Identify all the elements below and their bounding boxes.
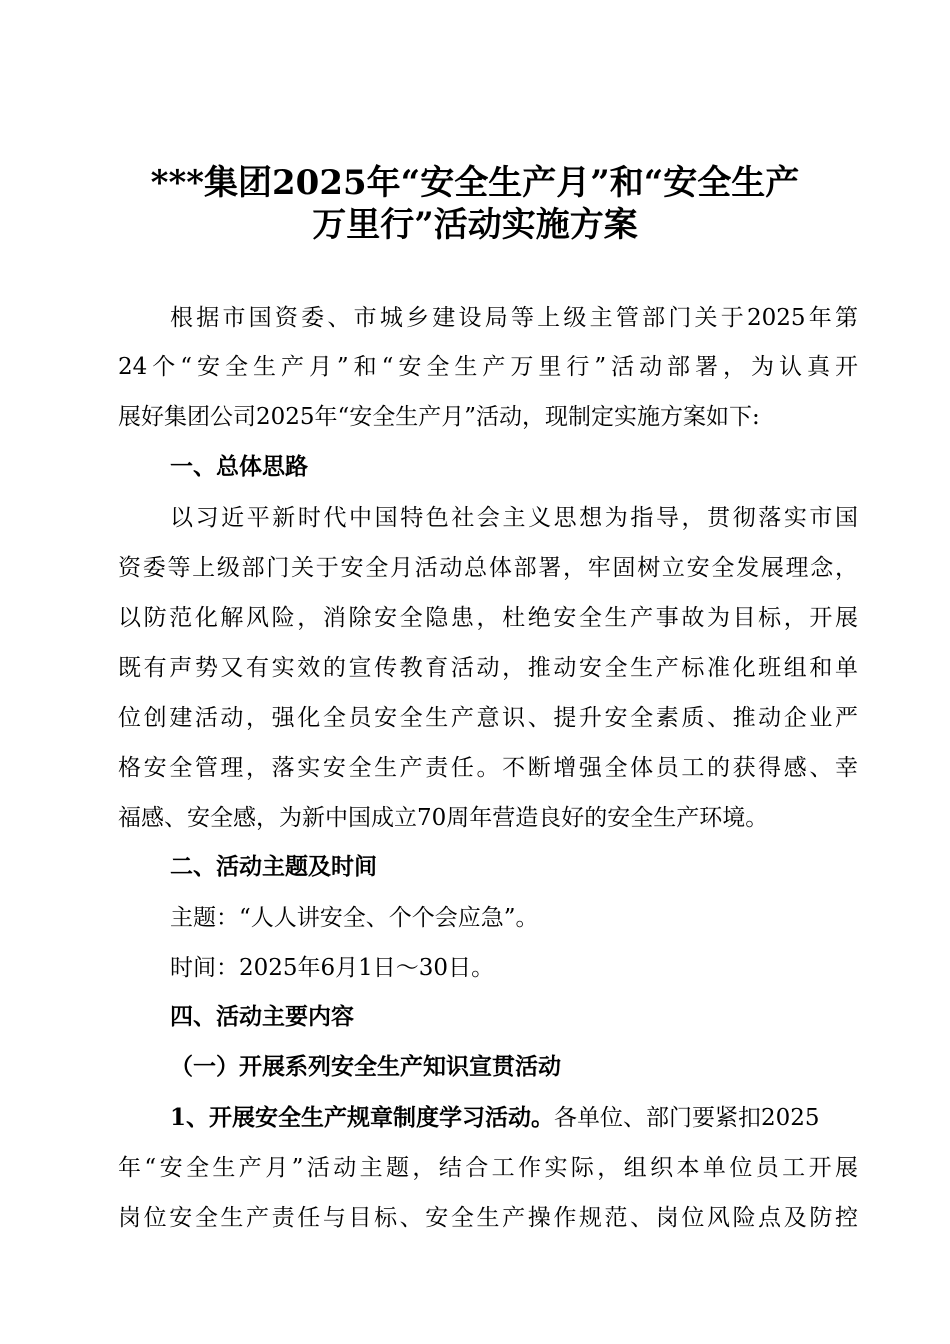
- item-1-heading: 1、开展安全生产规章制度学习活动。: [170, 1104, 555, 1131]
- item-1-line-2: 年“安全生产月”活动主题，结合工作实际，组织本单位员工开展: [118, 1155, 858, 1181]
- document-title-line-1: ***集团2025年“安全生产月”和“安全生产: [150, 163, 800, 203]
- section-1-line-6: 格安全管理，落实安全生产责任。不断增强全体员工的获得感、幸: [118, 755, 858, 781]
- theme-line: 主题：“人人讲安全、个个会应急”。: [170, 905, 539, 931]
- intro-line-2: 24个“安全生产月”和“安全生产万里行”活动部署，为认真开: [118, 354, 858, 380]
- item-1-line-1: [170, 1103, 858, 1133]
- document-title-line-2: 万里行”活动实施方案: [312, 205, 638, 245]
- intro-line-3: 展好集团公司2025年“安全生产月”活动，现制定实施方案如下:: [118, 404, 760, 430]
- section-1-line-2: 资委等上级部门关于安全月活动总体部署，牢固树立安全发展理念，: [118, 555, 858, 581]
- time-line: 时间：2025年6月1日～30日。: [170, 955, 495, 981]
- section-2-heading: 二、活动主题及时间: [170, 854, 377, 880]
- section-4-heading: 四、活动主要内容: [170, 1004, 354, 1030]
- section-1-line-4: 既有声势又有实效的宣传教育活动，推动安全生产标准化班组和单: [118, 655, 858, 681]
- item-1-text: 各单位、部门要紧扣2025: [554, 1105, 820, 1131]
- subsection-1-heading: （一）开展系列安全生产知识宣贯活动: [170, 1053, 561, 1080]
- section-1-line-7: 福感、安全感，为新中国成立70周年营造良好的安全生产环境。: [118, 805, 769, 831]
- section-1-line-1: 以习近平新时代中国特色社会主义思想为指导，贯彻落实市国: [170, 505, 858, 531]
- section-1-line-5: 位创建活动，强化全员安全生产意识、提升安全素质、推动企业严: [118, 705, 858, 731]
- intro-line-1: 根据市国资委、市城乡建设局等上级主管部门关于2025年第: [170, 305, 858, 331]
- section-1-line-3: 以防范化解风险，消除安全隐患，杜绝安全生产事故为目标，开展: [118, 605, 858, 631]
- section-1-heading: 一、总体思路: [170, 454, 308, 480]
- item-1-line-3: 岗位安全生产责任与目标、安全生产操作规范、岗位风险点及防控: [118, 1205, 858, 1231]
